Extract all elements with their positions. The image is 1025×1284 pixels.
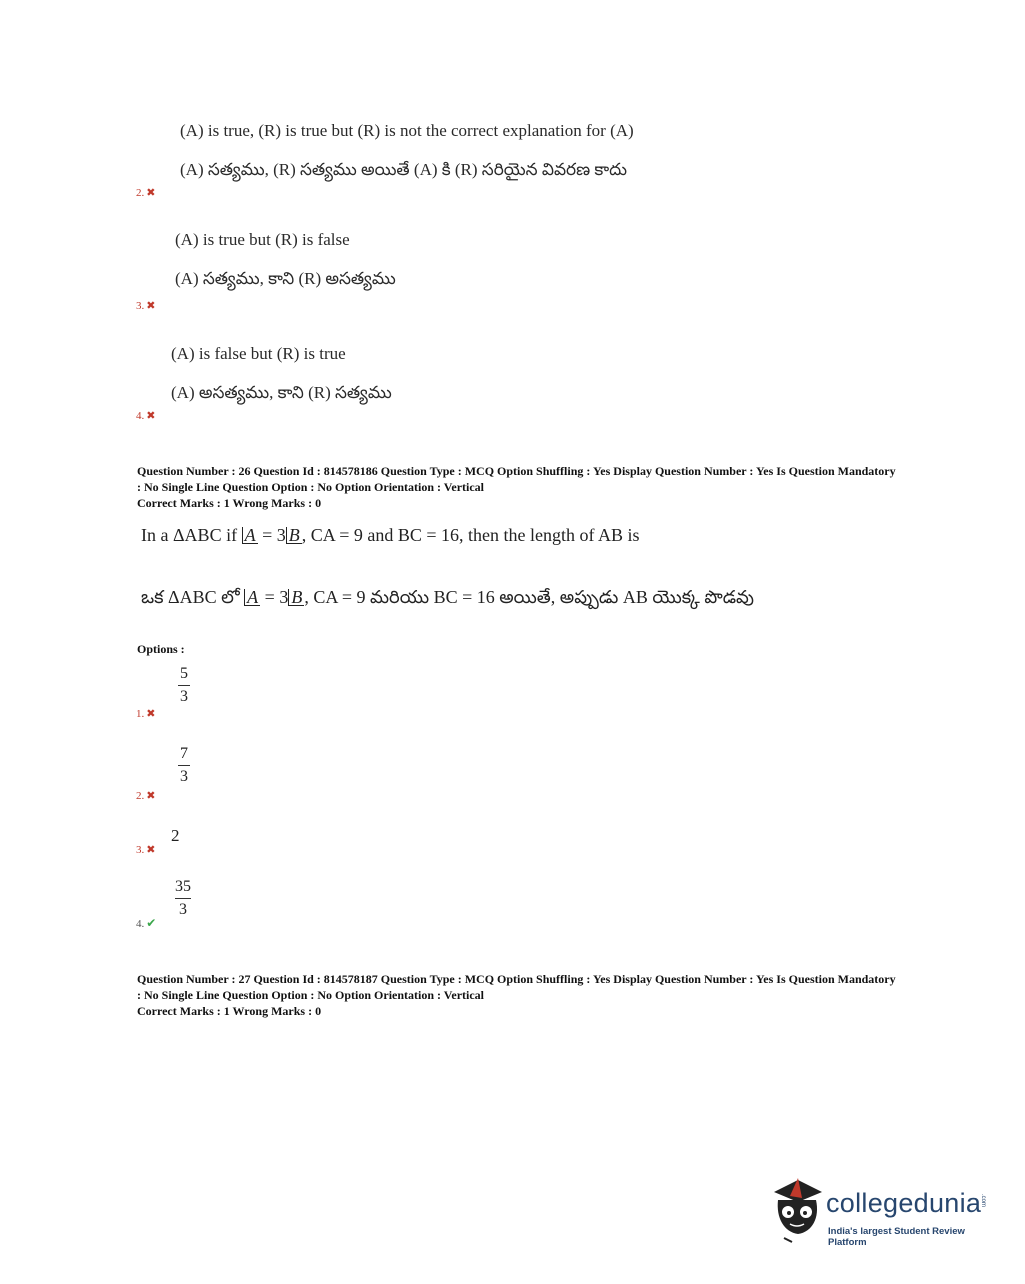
logo-wordmark: collegedunia (826, 1188, 982, 1218)
option-marker-3 (136, 299, 155, 312)
wrong-icon: ✖ (146, 300, 156, 312)
option-fraction (178, 745, 190, 786)
option-marker-3 (136, 843, 155, 856)
fraction-bar (178, 765, 190, 766)
option-marker-2 (136, 789, 155, 802)
collegedunia-logo (768, 1178, 998, 1248)
option-fraction (178, 665, 190, 706)
option-number: 2. (136, 790, 145, 802)
stem-text: ఒక ΔABC లో (141, 587, 240, 607)
options-label: Options : (137, 642, 185, 656)
stem-text: In a ΔABC if (141, 525, 238, 545)
logo-tagline: India's largest Student Review Platform (828, 1226, 965, 1248)
denominator: 3 (179, 901, 187, 918)
option-text-en: (A) is true but (R) is false (175, 230, 350, 249)
option-text-te: (A) అసత్యము, కాని (R) సత్యము (171, 383, 392, 402)
denominator: 3 (180, 768, 188, 785)
question-marks: Correct Marks : 1 Wrong Marks : 0 (137, 1004, 322, 1018)
angle-b: B (288, 589, 304, 606)
angle-a: A (242, 527, 258, 544)
option-value: 2 (171, 826, 180, 845)
option-number: 3. (136, 844, 145, 856)
question-meta: Question Number : 27 Question Id : 814578187 Question Type : MCQ Option Shuffling : Yes Display Question Number : Yes Is Question Mandatory : No Single Line Question Option : No Option Orientation : Vertical (137, 972, 896, 1002)
option-fraction (175, 878, 191, 919)
denominator: 3 (180, 688, 188, 705)
question-marks: Correct Marks : 1 Wrong Marks : 0 (137, 496, 322, 510)
option-text-te: (A) సత్యము, (R) సత్యము అయితే (A) కి (R) సరియైన వివరణ కాదు (180, 160, 628, 179)
wrong-icon: ✖ (146, 187, 156, 199)
wrong-icon: ✖ (146, 708, 156, 720)
option-text-te: (A) సత్యము, కాని (R) అసత్యము (175, 269, 396, 288)
option-marker-4 (136, 409, 155, 422)
fraction-bar (175, 898, 191, 899)
mascot-icon (768, 1178, 826, 1244)
question-meta: Question Number : 26 Question Id : 814578186 Question Type : MCQ Option Shuffling : Yes Display Question Number : Yes Is Question Mandatory : No Single Line Question Option : No Option Orientation : Vertical (137, 464, 896, 494)
option-marker-4 (136, 916, 156, 931)
logo-domain: .com (980, 1194, 986, 1208)
question-stem-en (141, 525, 640, 546)
option-number: 4. (136, 918, 145, 930)
stem-text: , CA = 9 మరియు BC = 16 అయితే, అప్పుడు AB యొక్క పొడవు (304, 587, 754, 607)
option-number: 3. (136, 300, 145, 312)
fraction-bar (178, 685, 190, 686)
wrong-icon: ✖ (146, 790, 156, 802)
numerator: 5 (180, 665, 188, 682)
wrong-icon: ✖ (146, 844, 156, 856)
question-stem-te (141, 587, 754, 612)
option-number: 4. (136, 410, 145, 422)
check-icon: ✔ (146, 916, 157, 930)
numerator: 7 (180, 745, 188, 762)
option-text-en: (A) is true, (R) is true but (R) is not the correct explanation for (A) (180, 121, 634, 140)
stem-equals: = 3 (262, 525, 286, 545)
option-text-en: (A) is false but (R) is true (171, 344, 346, 363)
option-marker-2 (136, 186, 155, 199)
angle-b: B (286, 527, 302, 544)
option-number: 2. (136, 187, 145, 199)
numerator: 35 (175, 878, 191, 895)
option-number: 1. (136, 708, 145, 720)
angle-a: A (244, 589, 260, 606)
wrong-icon: ✖ (146, 410, 156, 422)
option-marker-1 (136, 707, 155, 720)
stem-text: , CA = 9 and BC = 16, then the length of AB is (301, 525, 640, 545)
stem-equals: = 3 (264, 587, 289, 607)
